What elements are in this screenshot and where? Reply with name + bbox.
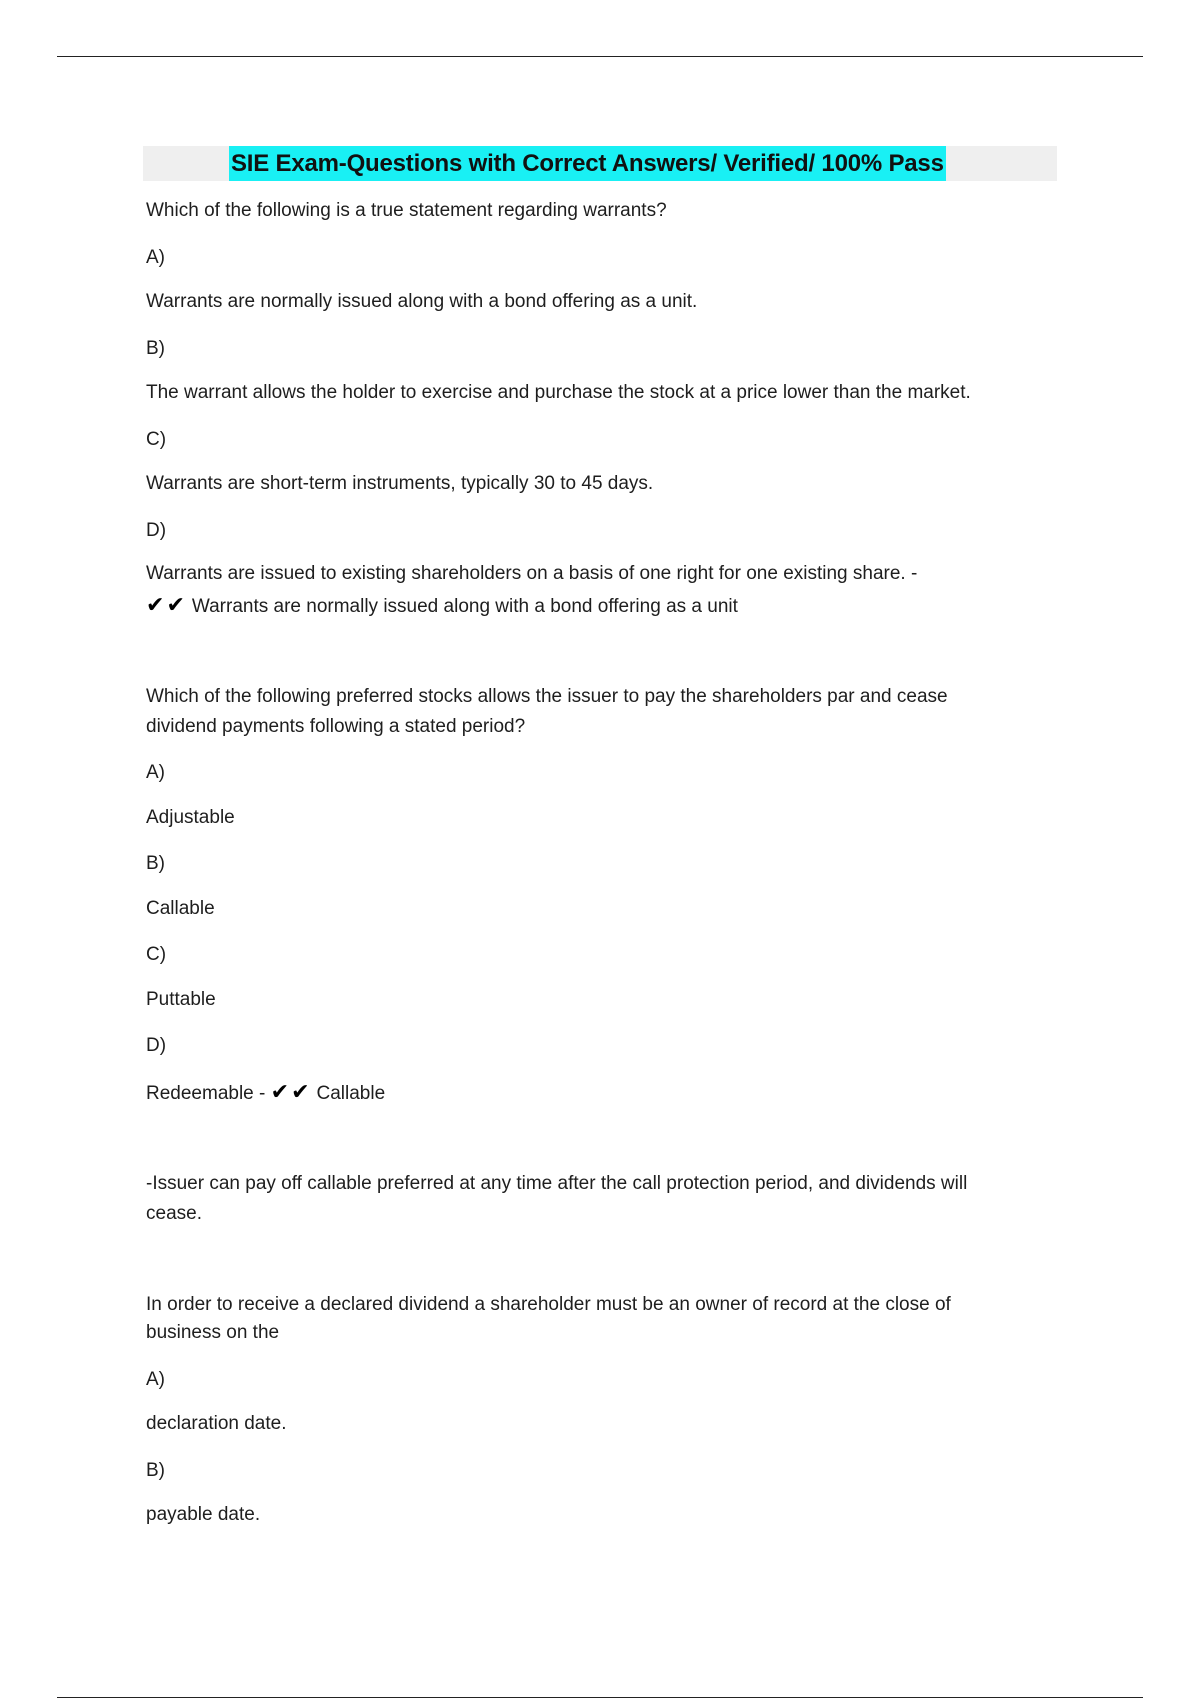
q1-option-d: Warrants are issued to existing shareholders on a basis of one right for one existing share. -	[146, 563, 918, 584]
q1-label-a: A)	[146, 247, 165, 268]
q1-option-c: Warrants are short-term instruments, typically 30 to 45 days.	[146, 473, 654, 494]
q2-question-line1: Which of the following preferred stocks allows the issuer to pay the shareholders par and cease	[146, 686, 948, 707]
document-title: SIE Exam-Questions with Correct Answers/ Verified/ 100% Pass	[229, 146, 946, 181]
check-icon: ✔	[146, 593, 165, 618]
q3-question-line2: business on the	[146, 1322, 280, 1343]
footer-rule	[57, 1697, 1143, 1698]
q1-label-d: D)	[146, 520, 167, 541]
q2-check-icons	[271, 1078, 312, 1109]
q3-option-a: declaration date.	[146, 1413, 287, 1434]
q2-option-a: Adjustable	[146, 807, 235, 828]
q2-explanation-line1: -Issuer can pay off callable preferred at any time after the call protection period, and dividends will	[146, 1173, 968, 1194]
q2-option-d: Redeemable -	[146, 1083, 266, 1104]
q1-check-icons	[146, 591, 187, 622]
q2-label-c: C)	[146, 944, 167, 965]
q3-label-b: B)	[146, 1460, 165, 1481]
q1-answer-line	[146, 591, 738, 622]
q2-option-c: Puttable	[146, 989, 216, 1010]
q3-label-a: A)	[146, 1369, 165, 1390]
q2-explanation-line2: cease.	[146, 1203, 202, 1224]
q2-answer: Callable	[316, 1083, 386, 1104]
q2-option-b: Callable	[146, 898, 215, 919]
q1-answer: Warrants are normally issued along with a bond offering as a unit	[191, 596, 738, 617]
q1-label-c: C)	[146, 429, 167, 450]
q1-option-b: The warrant allows the holder to exercise and purchase the stock at a price lower than the market.	[146, 382, 971, 403]
q2-label-d: D)	[146, 1035, 167, 1056]
check-icon: ✔	[270, 1080, 290, 1105]
q3-option-b: payable date.	[146, 1504, 261, 1525]
check-icon: ✔	[166, 593, 185, 618]
q3-question-line1: In order to receive a declared dividend a shareholder must be an owner of record at the close of	[146, 1294, 951, 1315]
header-rule	[57, 56, 1143, 57]
q1-label-b: B)	[146, 338, 165, 359]
q2-question-line2: dividend payments following a stated period?	[146, 716, 526, 737]
q2-answer-line	[146, 1078, 385, 1109]
q1-question: Which of the following is a true statement regarding warrants?	[146, 200, 667, 221]
q1-option-a: Warrants are normally issued along with a bond offering as a unit.	[146, 291, 698, 312]
check-icon: ✔	[291, 1080, 310, 1105]
q2-label-b: B)	[146, 853, 165, 874]
q2-label-a: A)	[146, 762, 165, 783]
